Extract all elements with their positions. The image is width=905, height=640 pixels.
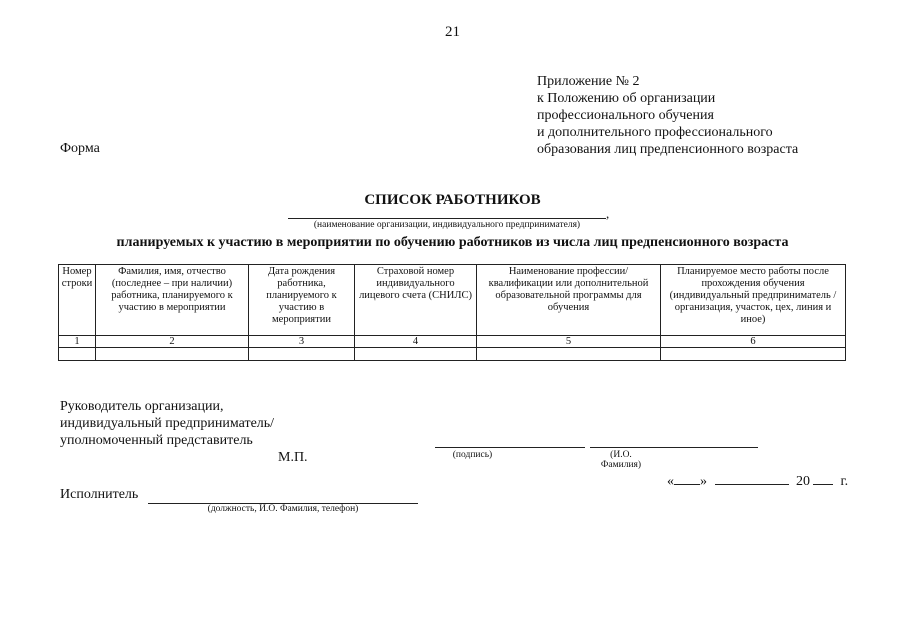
header-snils: Страховой номер индивидуального лицевого счета (СНИЛС) — [355, 265, 477, 336]
day-blank[interactable] — [674, 472, 700, 485]
table-header-row — [59, 265, 846, 336]
document-title: СПИСОК РАБОТНИКОВ — [364, 192, 541, 208]
header-birth-date: Дата рождения работника, планируемого к участию в мероприятии — [249, 265, 355, 336]
table-cell[interactable] — [96, 348, 249, 361]
full-name-caption: (И.О. Фамилия) — [600, 450, 642, 470]
date-line — [667, 472, 848, 490]
header-row-number: Номер строки — [59, 265, 96, 336]
signer-line: уполномоченный представитель — [60, 433, 253, 448]
table-row — [59, 348, 846, 361]
signer-block — [60, 398, 274, 449]
signature-line[interactable] — [435, 446, 585, 448]
header-full-name: Фамилия, имя, отчество (последнее – при наличии) работника, планируемого к участию в мероприятии — [96, 265, 249, 336]
date-open-quote: « — [667, 474, 674, 489]
organization-name-line — [288, 210, 606, 219]
column-number: 1 — [59, 336, 96, 348]
signer-line: Руководитель организации, — [60, 399, 224, 414]
appendix-line: и дополнительного профессионального — [537, 125, 773, 140]
column-number: 5 — [477, 336, 661, 348]
organization-comma: , — [606, 206, 610, 221]
date-close-quote: » — [700, 474, 707, 489]
year-prefix: 20 — [796, 474, 810, 489]
appendix-line: образования лиц предпенсионного возраста — [537, 142, 799, 157]
page-number: 21 — [445, 24, 460, 40]
year-suffix: г. — [840, 474, 849, 489]
appendix-line: Приложение № 2 — [537, 74, 640, 89]
month-blank[interactable] — [715, 472, 789, 485]
form-label: Форма — [60, 141, 100, 156]
column-number: 2 — [96, 336, 249, 348]
appendix-line: к Положению об организации — [537, 91, 716, 106]
column-number: 4 — [355, 336, 477, 348]
table-cell[interactable] — [477, 348, 661, 361]
header-profession: Наименование профессии/квалификации или дополнительной образовательной программы для обучения — [477, 265, 661, 336]
header-workplace: Планируемое место работы после прохождения обучения (индивидуальный предприниматель / организация, участок, цех, линия и иное) — [661, 265, 846, 336]
full-name-line[interactable] — [590, 446, 758, 448]
table-cell[interactable] — [355, 348, 477, 361]
executor-caption: (должность, И.О. Фамилия, телефон) — [207, 504, 359, 514]
column-number: 3 — [249, 336, 355, 348]
signer-line: индивидуальный предприниматель/ — [60, 416, 275, 431]
document-subtitle: планируемых к участию в мероприятии по обучению работников из числа лиц предпенсионного возраста — [116, 235, 789, 250]
table-cell[interactable] — [249, 348, 355, 361]
stamp-label: М.П. — [278, 450, 308, 465]
table-cell[interactable] — [59, 348, 96, 361]
workers-table — [58, 264, 846, 361]
table-cell[interactable] — [661, 348, 846, 361]
column-number-row — [59, 336, 846, 348]
signature-caption: (подпись) — [452, 450, 493, 460]
executor-label: Исполнитель — [60, 487, 139, 502]
organization-caption: (наименование организации, индивидуального предпринимателя) — [313, 220, 581, 230]
year-blank[interactable] — [813, 472, 833, 485]
column-number: 6 — [661, 336, 846, 348]
appendix-block — [537, 73, 798, 158]
appendix-line: профессионального обучения — [537, 108, 714, 123]
